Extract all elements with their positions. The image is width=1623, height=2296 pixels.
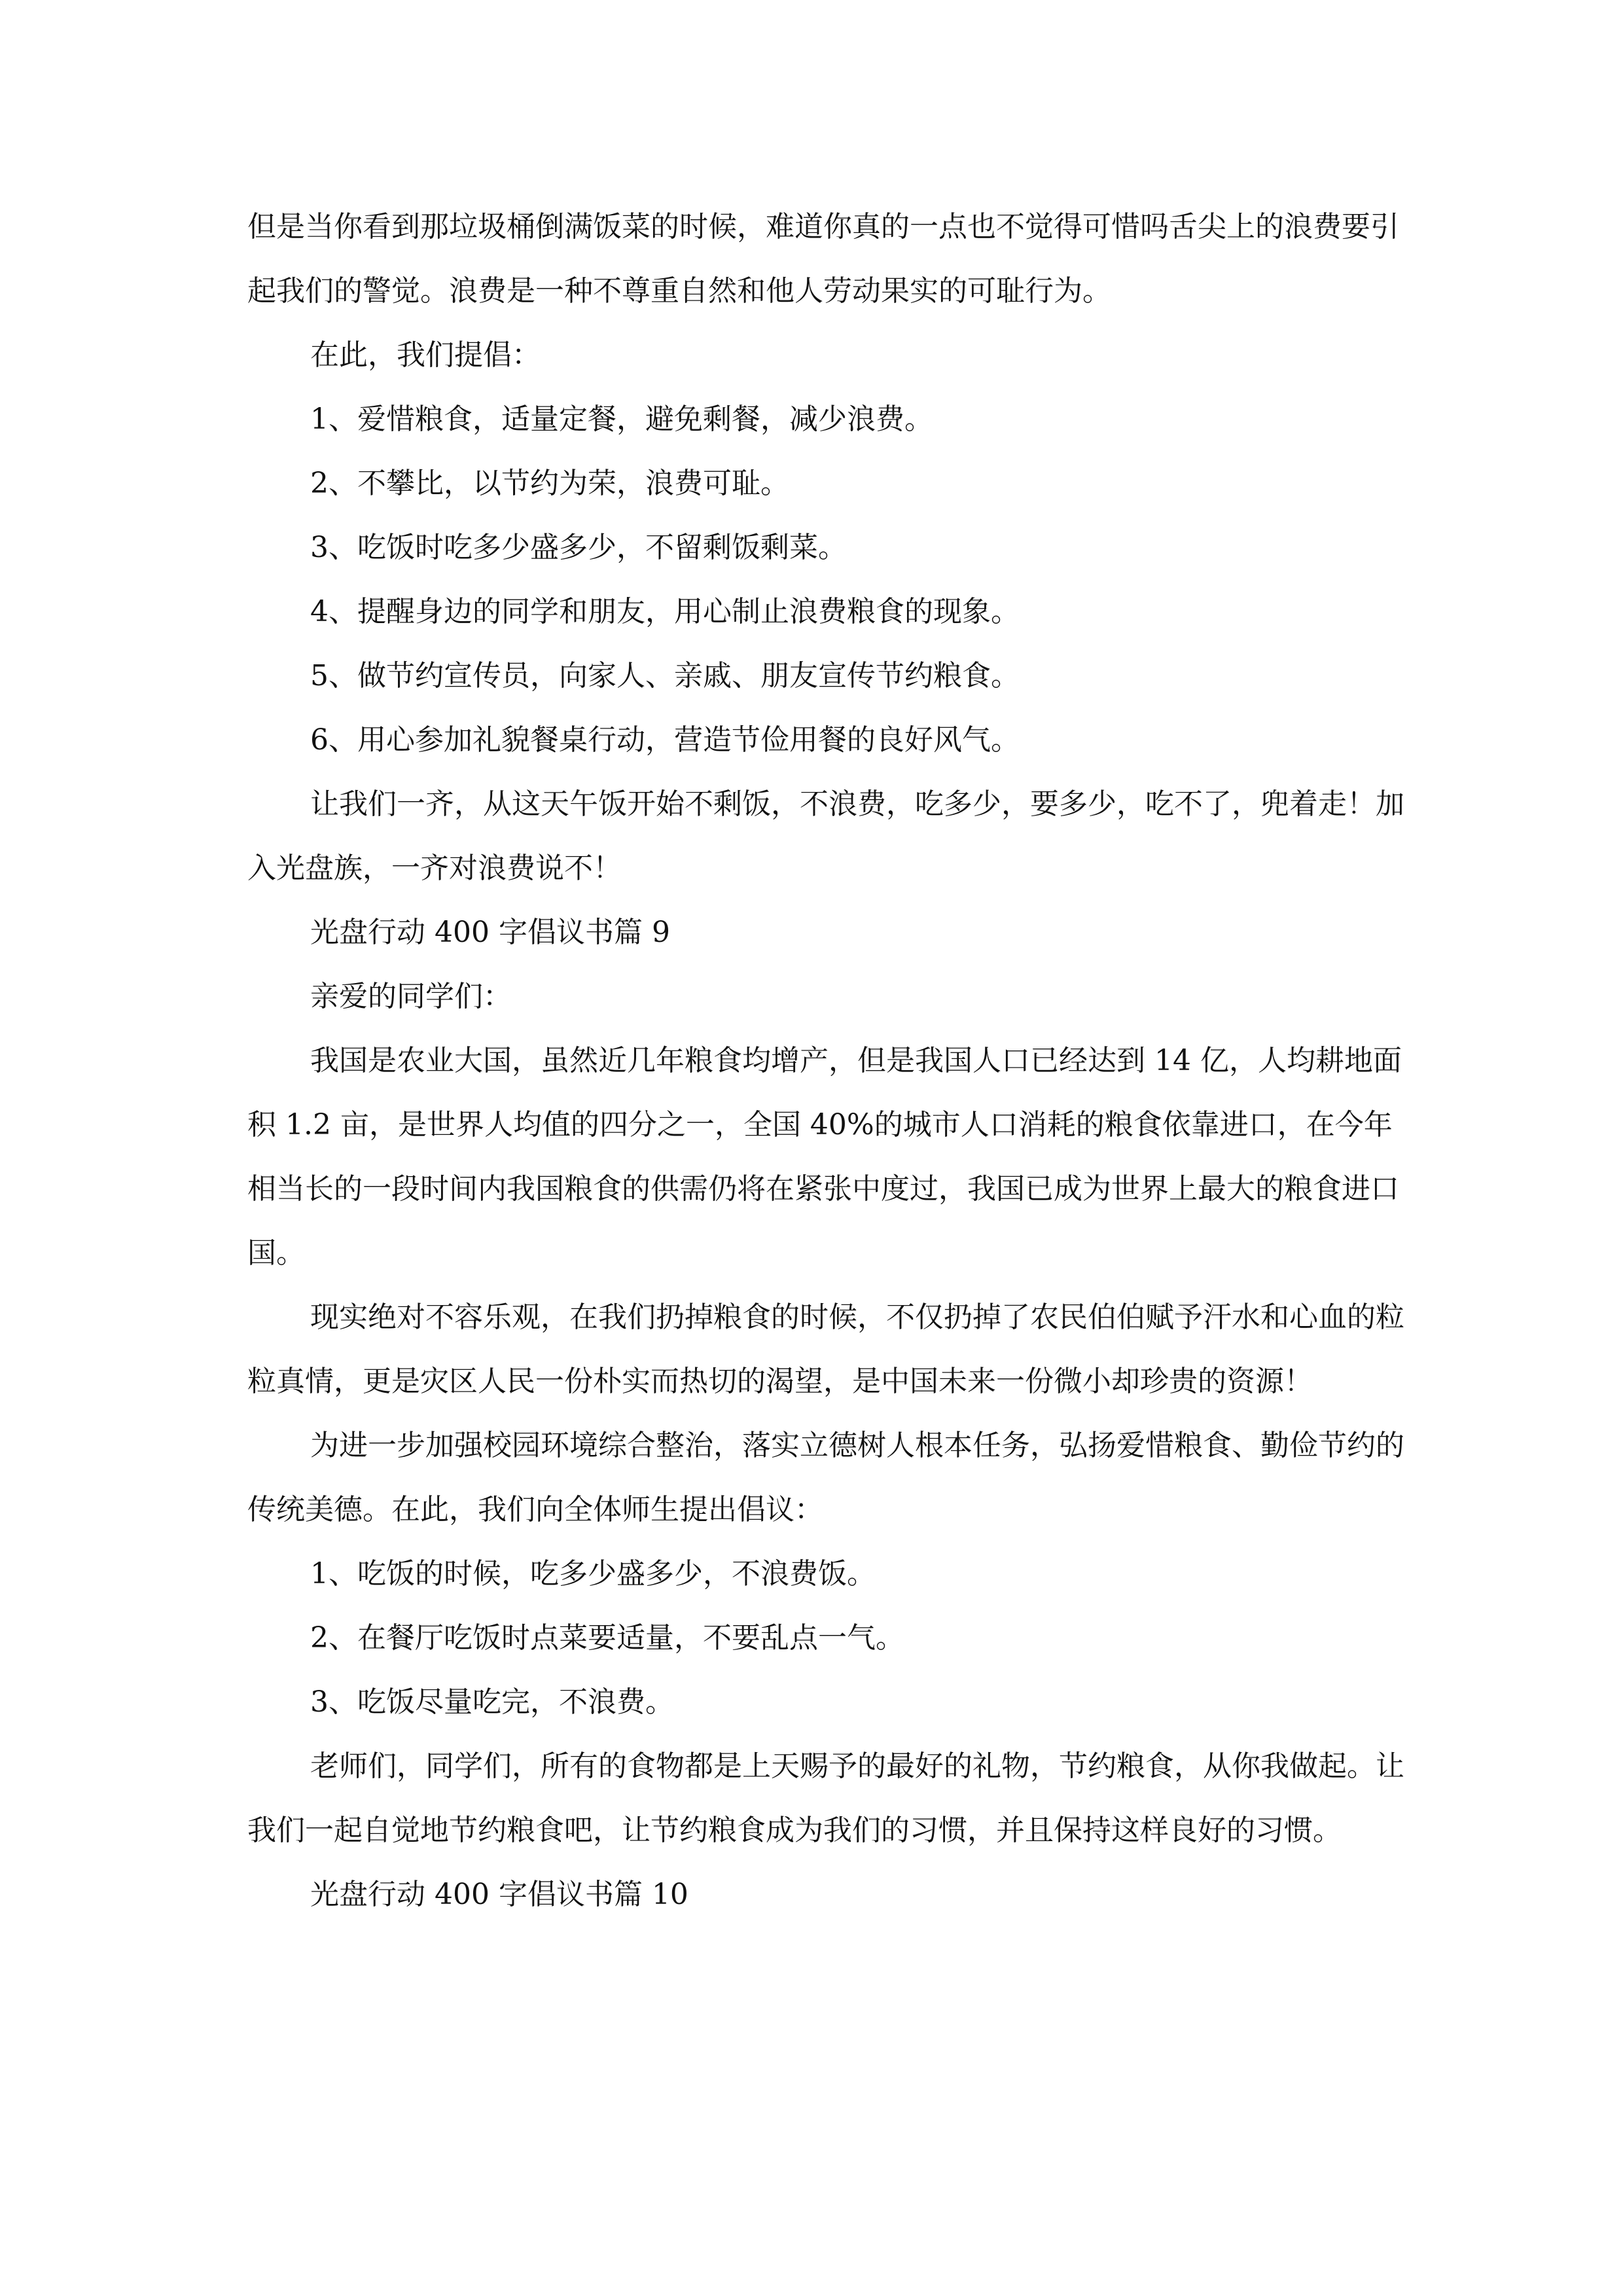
paragraph-proposal-intro: 在此，我们提倡：	[310, 338, 541, 372]
list-item: 2、不攀比，以节约为荣，浪费可耻。	[310, 467, 789, 500]
paragraph-reality: 现实绝对不容乐观，在我们扔掉粮食的时候，不仅扔掉了农民伯伯赋予汗水和心血的粒粒真情，更是灾区人民一份朴实而热切的渴望，是中国未来一份微小却珍贵的资源！	[247, 1300, 1404, 1398]
list-item: 6、用心参加礼貌餐桌行动，营造节俭用餐的良好风气。	[310, 723, 1020, 757]
list-item: 1、吃饭的时候，吃多少盛多少，不浪费饭。	[310, 1557, 876, 1590]
paragraph-teachers-students: 老师们，同学们，所有的食物都是上天赐予的最好的礼物，节约粮食，从你我做起。让我们一起自觉地节约粮食吧，让节约粮食成为我们的习惯，并且保持这样良好的习惯。	[247, 1749, 1404, 1847]
list-item: 3、吃饭时吃多少盛多少，不留剩饭剩菜。	[310, 531, 847, 564]
list-item: 1、爱惜粮食，适量定餐，避免剩餐，减少浪费。	[310, 403, 933, 436]
paragraph-food-facts: 我国是农业大国，虽然近几年粮食均增产，但是我国人口已经达到 14 亿，人均耕地面积 1.2 亩，是世界人均值的四分之一，全国 40%的城市人口消耗的粮食依靠进口，在今年相当长的一段时间内我国粮食的供需仍将在紧张中度过，我国已成为世界上最大的粮食进口国。	[247, 1044, 1402, 1270]
paragraph-waste-warning: 但是当你看到那垃圾桶倒满饭菜的时候，难道你真的一点也不觉得可惜吗舌尖上的浪费要引起我们的警觉。浪费是一种不尊重自然和他人劳动果实的可耻行为。	[247, 210, 1399, 308]
paragraph-closing-call: 让我们一齐，从这天午饭开始不剩饭，不浪费，吃多少，要多少，吃不了，兜着走！加入光盘族，一齐对浪费说不！	[247, 787, 1404, 885]
list-item: 5、做节约宣传员，向家人、亲戚、朋友宣传节约粮食。	[310, 659, 1020, 692]
paragraph-initiative: 为进一步加强校园环境综合整治，落实立德树人根本任务，弘扬爱惜粮食、勤俭节约的传统美德。在此，我们向全体师生提出倡议：	[247, 1429, 1404, 1526]
document-body	[247, 195, 1412, 1927]
list-item: 3、吃饭尽量吃完，不浪费。	[310, 1685, 674, 1719]
section-heading: 光盘行动 400 字倡议书篇 10	[310, 1878, 688, 1911]
list-item: 2、在餐厅吃饭时点菜要适量，不要乱点一气。	[310, 1621, 904, 1655]
list-item: 4、提醒身边的同学和朋友，用心制止浪费粮食的现象。	[310, 595, 1020, 628]
salutation: 亲爱的同学们：	[310, 980, 512, 1013]
section-heading: 光盘行动 400 字倡议书篇 9	[310, 916, 670, 949]
